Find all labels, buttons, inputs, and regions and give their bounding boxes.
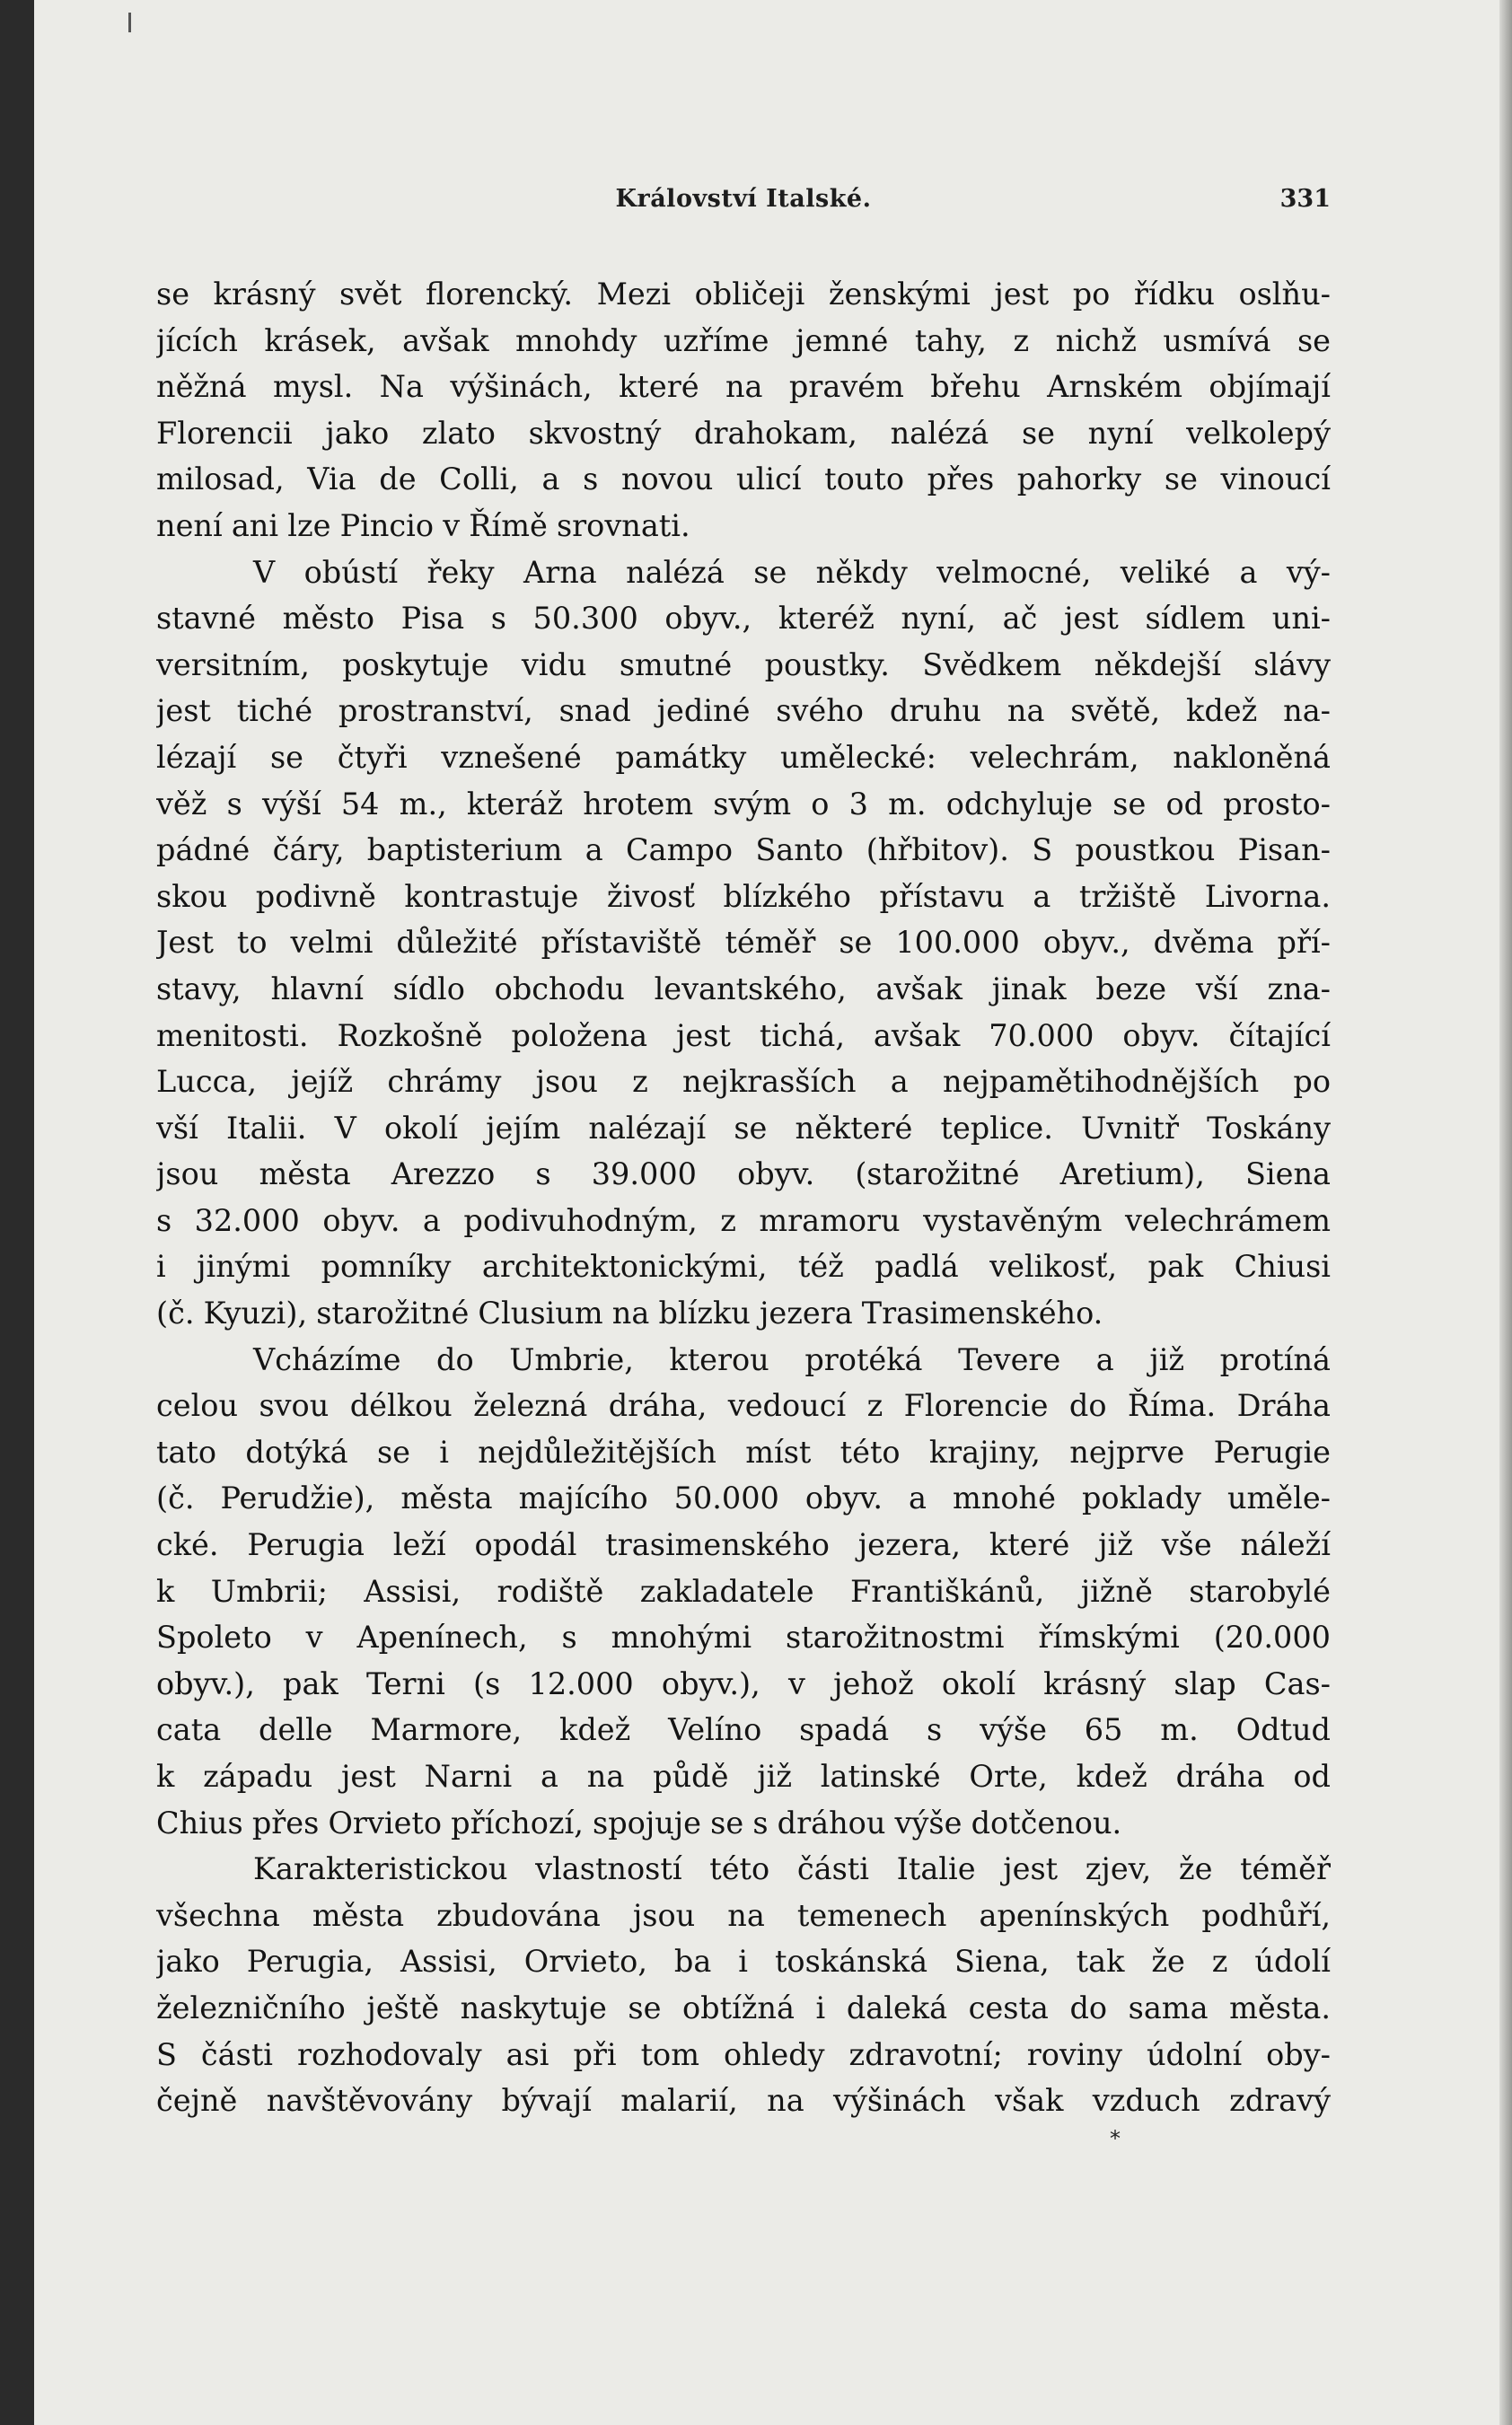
text-line: stavy, hlavní sídlo obchodu levantského, avšak jinak beze vší zna- [156, 971, 1331, 1006]
text-line: vší Italii. V okolí jejím nalézají se některé teplice. Uvnitř Toskány [156, 1110, 1331, 1146]
text-line: všechna města zbudována jsou na temenech apenínských podhůří, [156, 1897, 1331, 1933]
book-page [34, 0, 1512, 2425]
text-line: S části rozhodovaly asi při tom ohledy zdravotní; roviny údolní oby- [156, 2036, 1331, 2072]
text-line: cké. Perugia leží opodál trasimenského jezera, které již vše náleží [156, 1527, 1331, 1563]
text-line: skou podivně kontrastuje živosť blízkého přístavu a tržiště Livorna. [156, 878, 1331, 914]
paragraph-start-line: Vcházíme do Umbrie, kterou protéká Tevere a již protíná [253, 1341, 1331, 1377]
text-line: k Umbrii; Assisi, rodiště zakladatele Františkánů, jižně starobylé [156, 1573, 1331, 1609]
text-line: něžná mysl. Na výšinách, které na pravém břehu Arnském objímají [156, 369, 1331, 405]
text-line: (č. Kyuzi), starožitné Clusium na blízku jezera Trasimenského. [156, 1296, 1103, 1331]
text-line: tato dotýká se i nejdůležitějších míst této krajiny, nejprve Perugie [156, 1434, 1331, 1470]
running-title: Království Italské. [615, 185, 872, 213]
text-line: čejně navštěvovány bývají malarií, na výšinách však vzduch zdravý [156, 2083, 1331, 2119]
text-line: věž s výší 54 m., kteráž hrotem svým o 3 m. odchyluje se od prosto- [156, 786, 1331, 822]
text-line: železničního ještě naskytuje se obtížná i daleká cesta do sama města. [156, 1990, 1331, 2025]
text-line: Lucca, jejíž chrámy jsou z nejkrasších a nejpamětihodnějších po [156, 1064, 1331, 1100]
running-header [156, 185, 1331, 221]
text-line: lézají se čtyři vznešené památky umělecké: velechrám, nakloněná [156, 739, 1331, 775]
body-text [156, 271, 1331, 2124]
text-line: jest tiché prostranství, snad jediné svého druhu na světě, kdež na- [156, 693, 1331, 729]
text-line: i jinými pomníky architektonickými, též padlá velikosť, pak Chiusi [156, 1249, 1331, 1285]
paragraph-start-line: V obústí řeky Arna nalézá se někdy velmocné, veliké a vý- [253, 554, 1331, 590]
text-line: jako Perugia, Assisi, Orvieto, ba i toskánská Siena, tak že z údolí [156, 1944, 1331, 1980]
text-line: jsou města Arezzo s 39.000 obyv. (starožitné Aretium), Siena [156, 1156, 1331, 1192]
text-line: Spoleto v Apenínech, s mnohými starožitnostmi římskými (20.000 [156, 1620, 1331, 1656]
text-line: celou svou délkou železná dráha, vedoucí z Florencie do Říma. Dráha [156, 1388, 1331, 1424]
text-line: stavné město Pisa s 50.300 obyv., kteréž nyní, ač jest sídlem uni- [156, 601, 1331, 637]
text-line: Chius přes Orvieto příchozí, spojuje se s dráhou výše dotčenou. [156, 1805, 1122, 1841]
scan-edge-mark [128, 13, 131, 32]
page-number: 331 [1279, 185, 1331, 213]
text-line: Jest to velmi důležité přístaviště téměř se 100.000 obyv., dvěma pří- [156, 925, 1331, 961]
text-line: s 32.000 obyv. a podivuhodným, z mramoru vystavěným velechrámem [156, 1202, 1331, 1238]
text-line: (č. Perudžie), města majícího 50.000 obyv. a mnohé poklady uměle- [156, 1480, 1331, 1516]
text-line: versitním, poskytuje vidu smutné poustky. Svědkem někdejší slávy [156, 646, 1331, 682]
text-line: k západu jest Narni a na půdě již latinské Orte, kdež dráha od [156, 1759, 1331, 1794]
text-line: se krásný svět florencký. Mezi obličeji ženskými jest po řídku oslňu- [156, 277, 1331, 312]
page-edge-shadow [1499, 0, 1512, 2425]
text-line: jících krásek, avšak mnohdy uzříme jemné tahy, z nichž usmívá se [156, 322, 1331, 358]
text-line: obyv.), pak Terni (s 12.000 obyv.), v jehož okolí krásný slap Cas- [156, 1665, 1331, 1701]
text-line: cata delle Marmore, kdež Velíno spadá s výše 65 m. Odtud [156, 1712, 1331, 1748]
text-line: milosad, Via de Colli, a s novou ulicí touto přes pahorky se vinoucí [156, 461, 1331, 497]
text-line: menitosti. Rozkošně položena jest tichá, avšak 70.000 obyv. čítající [156, 1017, 1331, 1053]
text-line: pádné čáry, baptisterium a Campo Santo (hřbitov). S poustkou Pisan- [156, 832, 1331, 868]
text-line: není ani lze Pincio v Římě srovnati. [156, 507, 690, 543]
text-line: Florencii jako zlato skvostný drahokam, nalézá se nyní velkolepý [156, 415, 1331, 451]
paragraph-start-line: Karakteristickou vlastností této části Italie jest zjev, že téměř [253, 1851, 1331, 1887]
signature-mark: * [1110, 2126, 1121, 2151]
